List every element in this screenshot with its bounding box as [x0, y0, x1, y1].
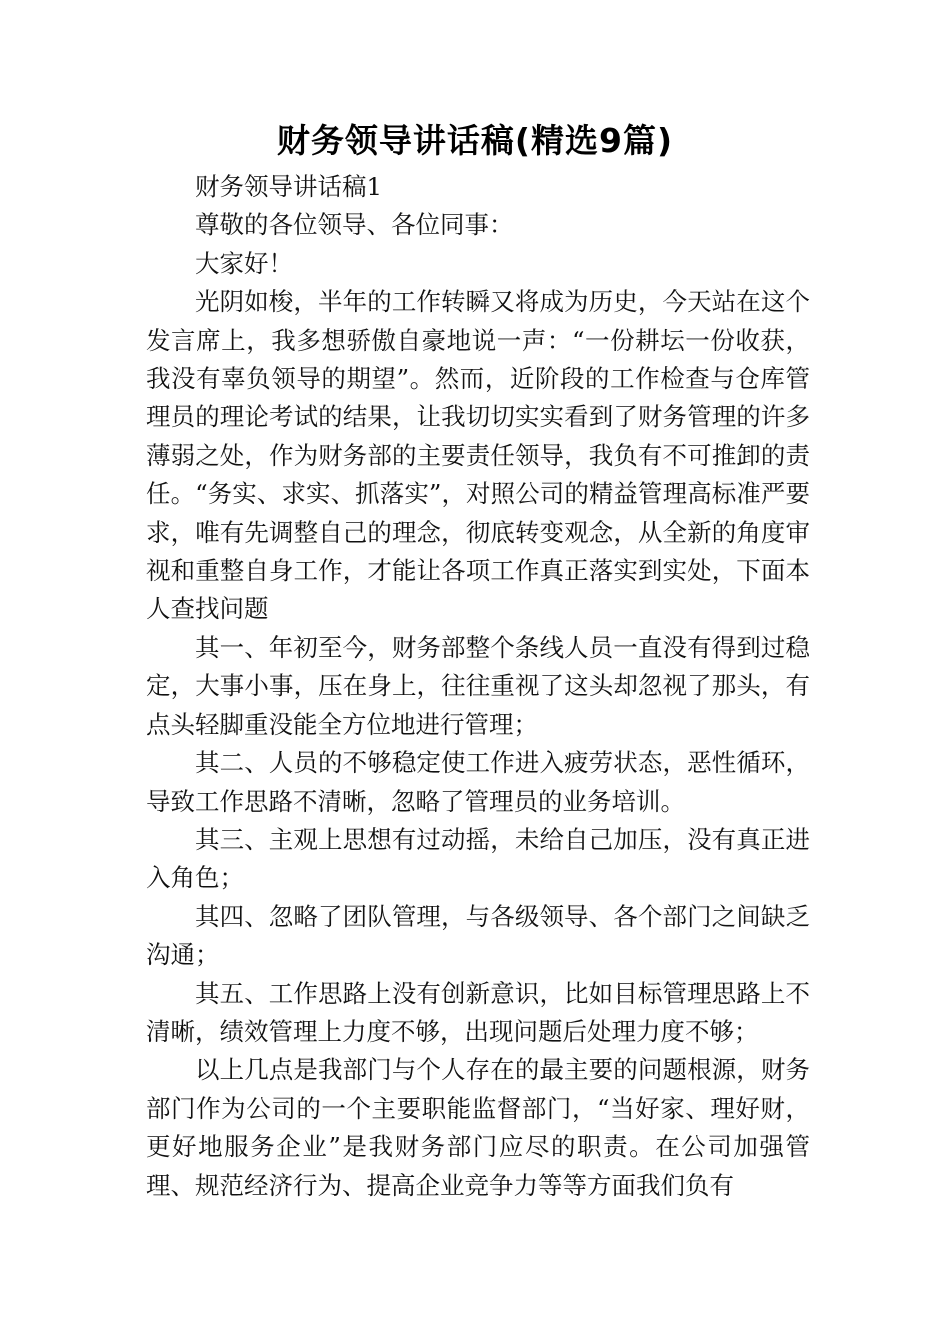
- paragraph-greeting: 大家好！: [195, 248, 293, 278]
- paragraph-point-3: 其三、主观上思想有过动摇，未给自己加压，没有真正进入角色；: [146, 824, 810, 893]
- document-title: 财务领导讲话稿(精选9篇): [276, 121, 674, 160]
- paragraph-salutation: 尊敬的各位领导、各位同事：: [195, 210, 514, 240]
- paragraph-intro: 光阴如梭，半年的工作转瞬又将成为历史，今天站在这个发言席上，我多想骄傲自豪地说一声：“一份耕坛一份收获，我没有辜负领导的期望”。然而，近阶段的工作检查与仓库管理员的理论考试的结果，让我切切实实看到了财务管理的许多薄弱之处，作为财务部的主要责任领导，我负有不可推卸的责任。“务实、求实、抓落实”，对照公司的精益管理高标准严要求，唯有先调整自己的理念，彻底转变观念，从全新的角度审视和重整自身工作，才能让各项工作真正落实到实处，下面本人查找问题: [146, 287, 810, 624]
- paragraph-point-4: 其四、忽略了团队管理，与各级领导、各个部门之间缺乏沟通；: [146, 901, 810, 970]
- paragraph-summary: 以上几点是我部门与个人存在的最主要的问题根源，财务部门作为公司的一个主要职能监督部门，“当好家、理好财，更好地服务企业”是我财务部门应尽的职责。在公司加强管理、规范经济行为、提高企业竞争力等等方面我们负有: [146, 1055, 810, 1200]
- paragraph-point-2: 其二、人员的不够稳定使工作进入疲劳状态，恶性循环，导致工作思路不清晰，忽略了管理员的业务培训。: [146, 748, 810, 816]
- document-body: [146, 168, 810, 1205]
- paragraph-point-1: 其一、年初至今，财务部整个条线人员一直没有得到过稳定，大事小事，压在身上，往往重视了这头却忽视了那头，有点头轻脚重没能全方位地进行管理；: [146, 632, 810, 739]
- paragraph-heading: 财务领导讲话稿1: [195, 172, 383, 201]
- paragraph-point-5: 其五、工作思路上没有创新意识，比如目标管理思路上不清晰，绩效管理上力度不够，出现问题后处理力度不够；: [146, 978, 810, 1046]
